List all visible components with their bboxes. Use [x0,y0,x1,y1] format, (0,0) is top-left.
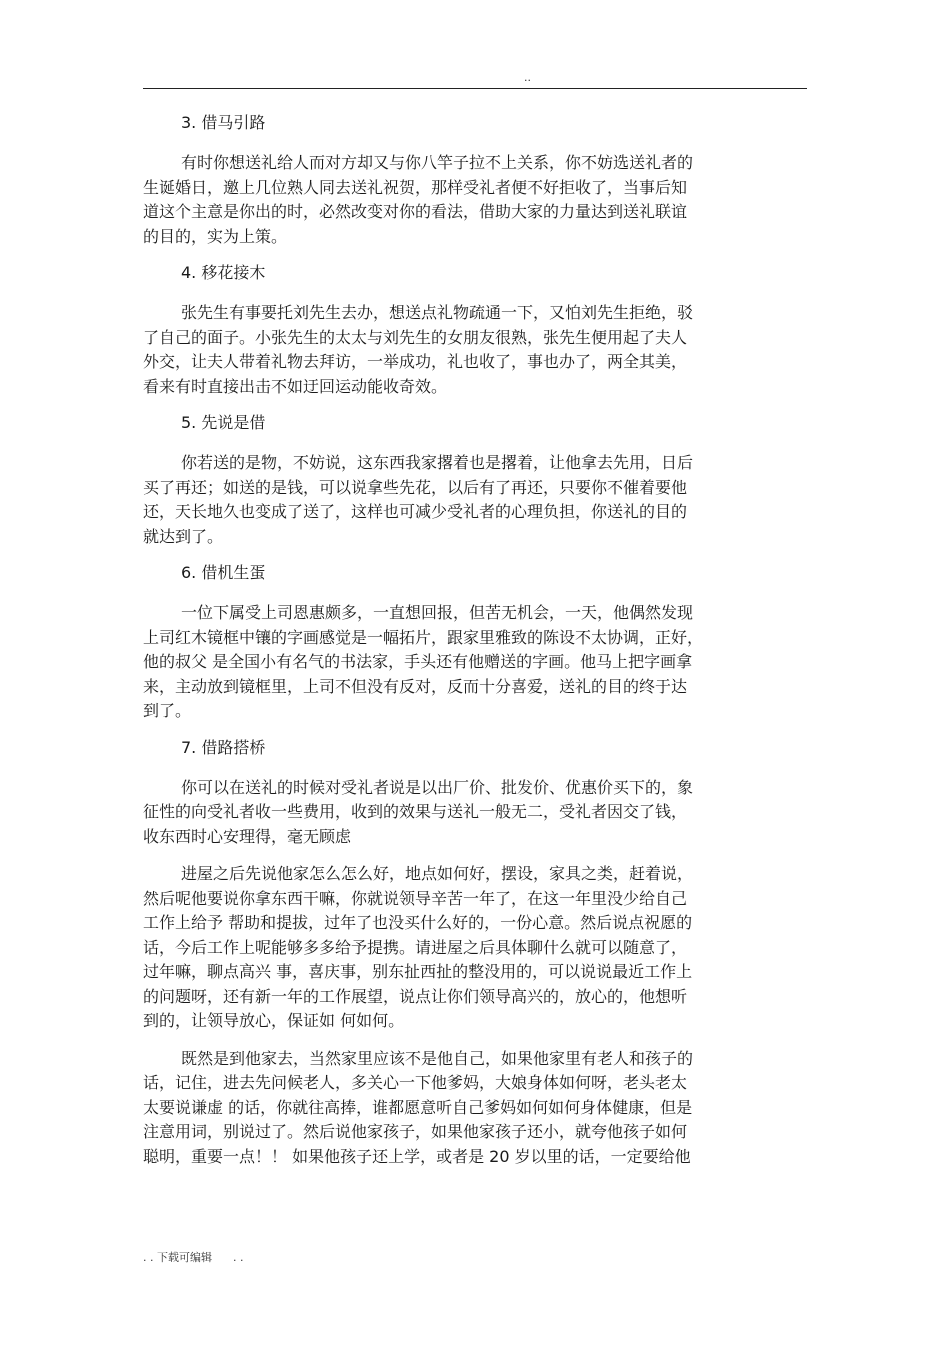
section-heading: 4. 移花接木 [181,263,266,282]
section-paragraph: 张先生有事要托刘先生去办，想送点礼物疏通一下，又怕刘先生拒绝，驳 了自己的面子。小张先生的太太与刘先生的女朋友很熟，张先生便用起了夫人 外交，让夫人带着礼物去拜访，一举成功，礼也收了，事也办了，两全其美， 看来有时直接出击不如迂回运动能收奇效。 [143,303,694,396]
section-heading: 5. 先说是借 [181,413,266,432]
document-body [143,112,793,1182]
page-footer: . . 下载可编辑 . . [143,1251,244,1264]
section-paragraph: 进屋之后先说他家怎么怎么好，地点如何好，摆设，家具之类，赶着说， 然后呢他要说你拿东西干嘛，你就说领导辛苦一年了，在这一年里没少给自己 工作上给予 帮助和提拔，过年了也没买什么好的，一份心意。然后说点祝愿的 话，今后工作上呢能够多多给予提携。请进屋之后具体聊什么就可以随意了， 过年嘛，聊点高兴 事，喜庆事，别东扯西扯的整没用的，可以说说最近工作上 的问题呀，还有新一年的工作展望，说点让你们领导高兴的，放心的，他想听 到的，让领导放心，保证如 何如何。 [143,864,694,1030]
section-paragraph: 你可以在送礼的时候对受礼者说是以出厂价、批发价、优惠价买下的，象 征性的向受礼者收一些费用，收到的效果与送礼一般无二，受礼者因交了钱， 收东西时心安理得，毫无顾虑 [143,777,694,846]
section-heading: 3. 借马引路 [181,113,266,132]
section-heading: 7. 借路搭桥 [181,737,266,757]
section-paragraph: 一位下属受上司恩惠颇多，一直想回报，但苦无机会，一天，他偶然发现 上司红木镜框中镶的字画感觉是一幅拓片，跟家里雅致的陈设不太协调，正好， 他的叔父 是全国小有名气的书法家，手头还有他赠送的字画。他马上把字画拿 来，主动放到镜框里，上司不但没有反对，反而十分喜爱，送礼的目的终于达 到了。 [143,603,704,720]
section-paragraph: 你若送的是物，不妨说，这东西我家撂着也是撂着，让他拿去先用，日后 买了再还；如送的是钱，可以说拿些先花，以后有了再还，只要你不催着要他 还，天长地久也变成了送了，这样也可减少受礼者的心理负担，你送礼的目的 就达到了。 [143,453,694,546]
section-paragraph: 既然是到他家去，当然家里应该不是他自己，如果他家里有老人和孩子的 话，记住，进去先问候老人，多关心一下他爹妈，大娘身体如何呀，老头老太 太要说谦虚 的话，你就往高捧，谁都愿意听自己爹妈如何如何身体健康，但是 注意用词，别说过了。然后说他家孩子，如果他家孩子还小，就夸他孩子如何 聪明，重要一点！！ 如果他孩子还上学，或者是 20 岁以里的话，一定要给他 [143,1048,694,1166]
section-paragraph: 有时你想送礼给人而对方却又与你八竿子拉不上关系，你不妨选送礼者的 生诞婚日，邀上几位熟人同去送礼祝贺，那样受礼者便不好拒收了，当事后知 道这个主意是你出的时，必然改变对你的看法，借助大家的力量达到送礼联谊 的目的，实为上策。 [143,153,694,246]
header-rule [143,88,807,89]
section-heading: 6. 借机生蛋 [181,563,266,582]
header-mark: .. [524,71,531,84]
